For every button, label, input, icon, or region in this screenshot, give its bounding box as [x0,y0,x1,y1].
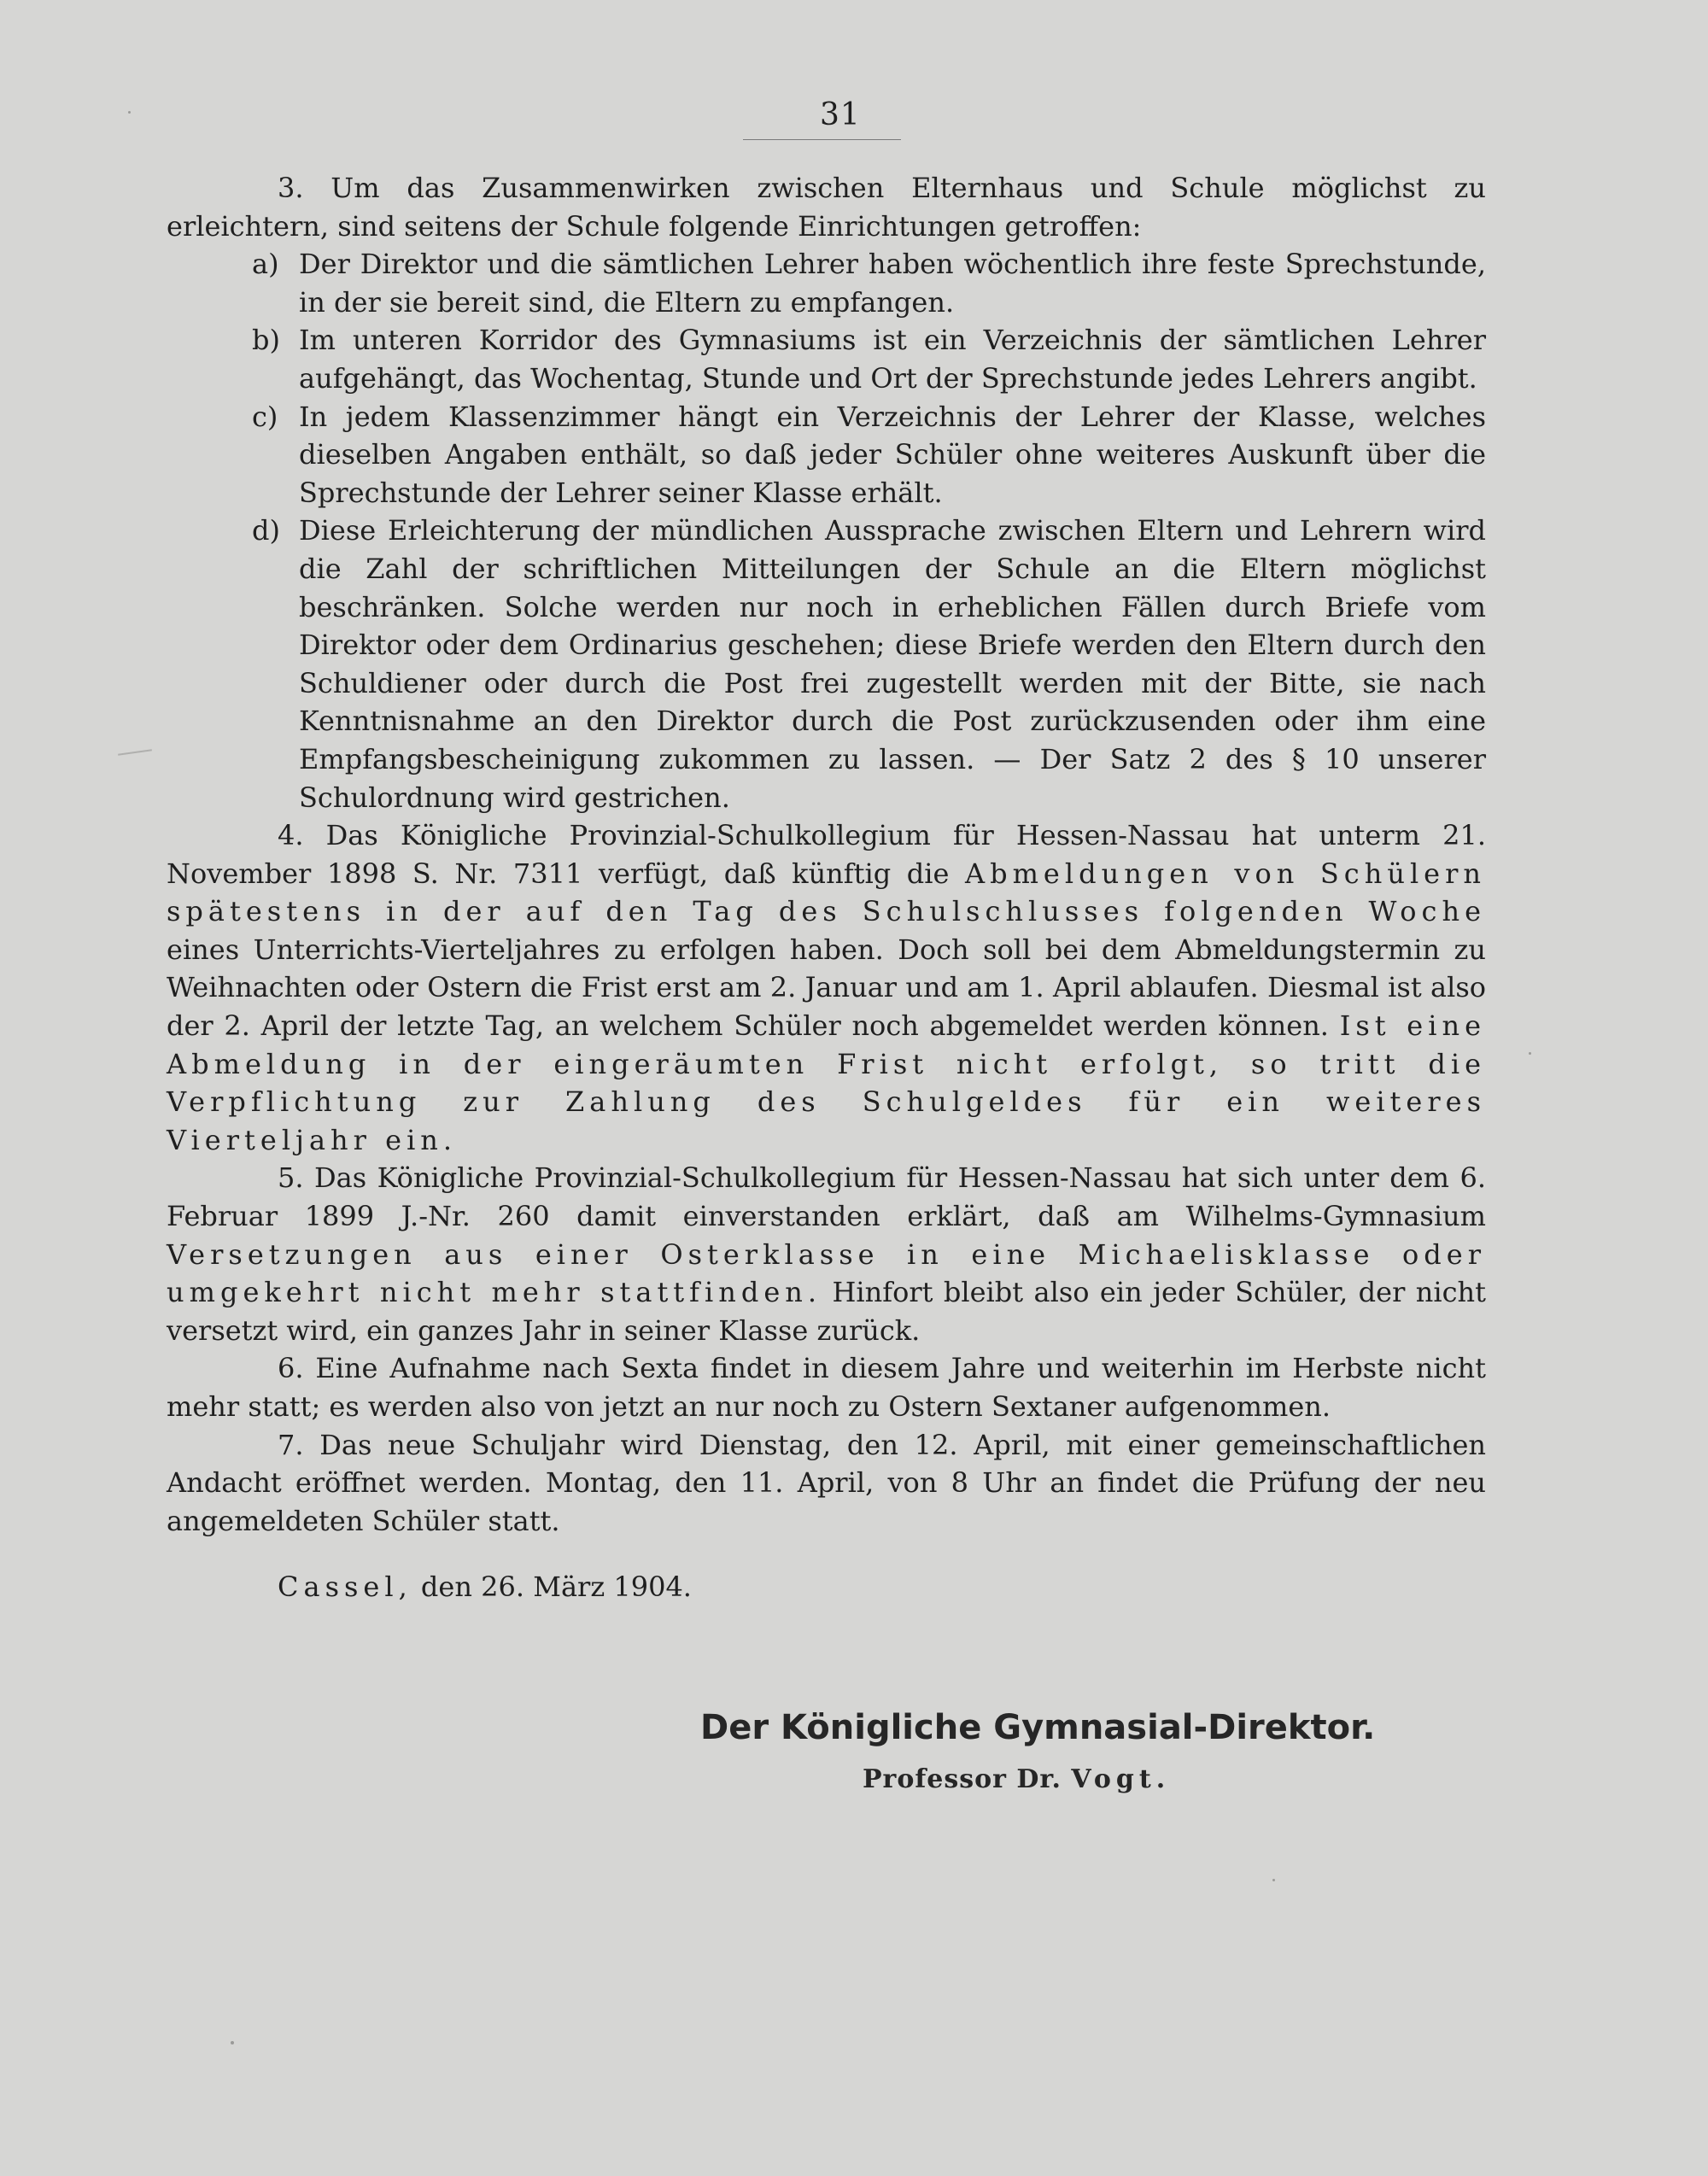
date-rest: den 26. März 1904. [420,1571,692,1604]
page-number-rule [743,139,901,140]
list-item-c [167,398,1486,512]
paragraph-5-part-c: Hinfort bleibt also ein jeder Schüler, der nicht versetzt wird, ein ganzes Jahr in seiner Klasse zurück. [167,1276,1487,1347]
paragraph-4-part-c: eines Unterrichts-Vierteljahres zu erfolgen haben. Doch soll bei dem Abmeldungstermin zu Weihnachten oder Ostern die Frist erst am 2. Januar und am 1. April ablaufen. Diesmal ist also der 2. April der letzte Tag, an welchem Schüler noch abgemeldet werden können. [167,933,1486,1043]
scan-mark [118,749,152,756]
body-text [167,169,1486,1606]
signature-name [863,1764,1170,1794]
paragraph-6: 6. Eine Aufnahme nach Sexta findet in diesem Jahre und weiterhin im Herbste nicht mehr statt; es werden also von jetzt an nur noch zu Ostern Sextaner aufgenommen. [167,1352,1486,1423]
list-marker-b: b) [252,324,280,357]
list-item-a [167,245,1486,321]
page-number: 31 [820,97,861,132]
list-marker-a: a) [252,248,279,281]
paragraph-5-part-a: 5. Das Königliche Provinzial-Schulkollegium für Hessen-Nassau hat sich unter dem 6. Februar 1899 J.-Nr. 260 damit einverstanden erklärt, daß am Wilhelms-Gymnasium [167,1161,1486,1233]
paragraph-4-part-a: 4. Das Königliche Provinzial-Schulkollegium für Hessen-Nassau hat unterm 21. November 1898 S. Nr. 7311 verfügt, daß künftig die [167,819,1486,890]
paragraph-3-line-2: erleichtern, sind seitens der Schule folgende Einrichtungen getroffen: [167,209,1142,243]
list-text-c: In jedem Klassenzimmer hängt ein Verzeichnis der Lehrer der Klasse, welches dieselben Angaben enthält, so daß jeder Schüler ohne weiteres Auskunft über die Sprechstunde der Lehrer seiner Klasse erhält. [299,400,1486,509]
list-item-b [167,321,1486,397]
paragraph-3-line-1: 3. Um das Zusammenwirken zwischen Elternhaus und Schule möglichst zu [278,172,1486,204]
signature-name-prefix: Professor Dr. [863,1764,1062,1794]
paragraph-7: 7. Das neue Schuljahr wird Dienstag, den 12. April, mit einer gemeinschaftlichen Andacht eröffnet werden. Montag, den 11. April, von 8 Uhr an findet die Prüfung der neu angemeldeten Schüler statt. [167,1428,1486,1537]
list-marker-d: d) [252,514,280,547]
date-line [167,1568,1486,1606]
list-text-b: Im unteren Korridor des Gymnasiums ist ein Verzeichnis der sämtlichen Lehrer aufgehängt, das Wochentag, Stunde und Ort der Sprechstunde jedes Lehrers angibt. [299,324,1486,395]
paragraph-5 [167,1159,1486,1349]
list-marker-c: c) [252,400,278,433]
scan-speck [231,2041,234,2044]
list-text-d: Diese Erleichterung der mündlichen Aussprache zwischen Eltern und Lehrern wird die Zahl der schriftlichen Mitteilungen der Schule an die Eltern möglichst beschränken. Solche werden nur noch in erheblichen Fällen durch Briefe vom Direktor oder dem Ordinarius geschehen; diese Briefe werden den Eltern durch den Schuldiener oder durch die Post frei zugestellt werden mit der Bitte, sie nach Kenntnisnahme an den Direktor durch die Post zurückzusenden oder ihm eine Empfangsbescheinigung zukommen zu lassen. — Der Satz 2 des § 10 unserer Schulordnung wird gestrichen. [299,514,1486,814]
paragraph-3-intro [167,169,1486,245]
list-item-d [167,512,1486,816]
scan-speck [1272,1879,1275,1881]
scan-speck [1529,1052,1531,1055]
date-place: Cassel, [278,1571,412,1604]
paragraph-4-emphasis-2: Ist eine Abmeldung in der eingeräumten Frist nicht erfolgt, so tritt die Verpflichtung zur Zahlung des Schulgeldes für ein weiteres Vierteljahr ein. [167,1009,1487,1156]
scan-speck [128,111,131,114]
signature-surname: Vogt. [1071,1764,1171,1794]
list-text-a: Der Direktor und die sämtlichen Lehrer haben wöchentlich ihre feste Sprechstunde, in der sie bereit sind, die Eltern zu empfangen. [299,248,1486,319]
paragraph-5-emphasis: Versetzungen aus einer Osterklasse in eine Michaelisklasse oder umgekehrt nicht mehr stattfinden. [167,1237,1486,1309]
paragraph-4 [167,816,1486,1159]
signature-title: Der Königliche Gymnasial-Direktor. [700,1708,1376,1747]
paragraph-4-emphasis-1: Abmeldungen von Schülern spätestens in der auf den Tag des Schulschlusses folgenden Woche [167,857,1487,928]
